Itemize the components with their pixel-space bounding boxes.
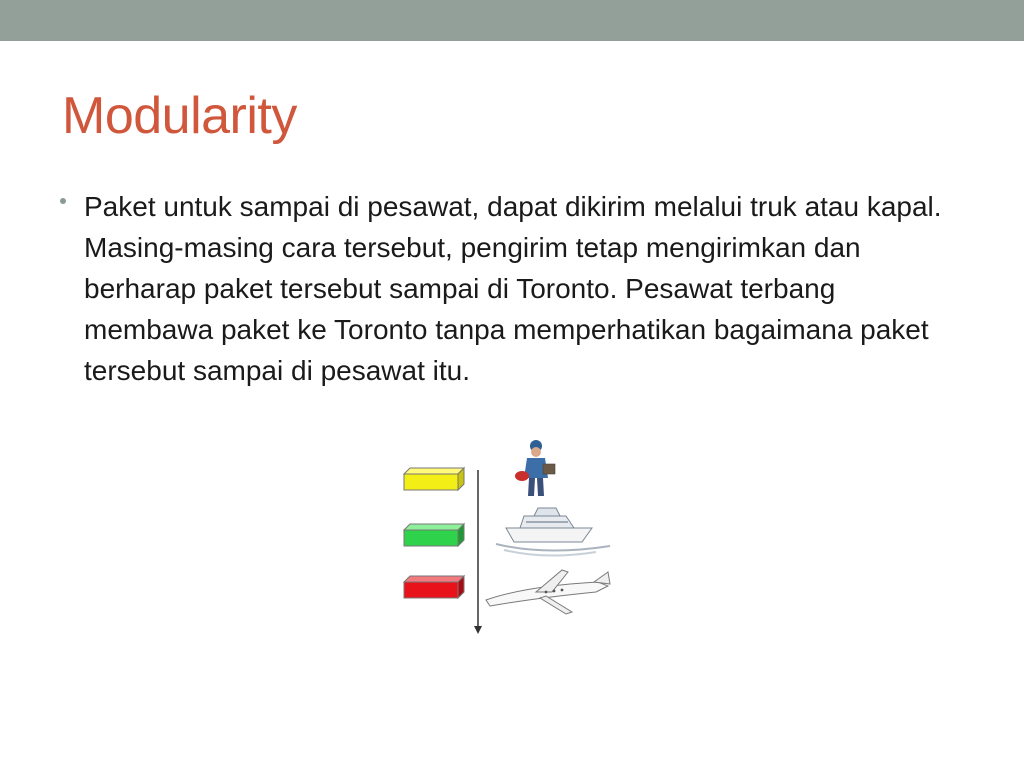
layer-diagram [396,434,616,644]
person-carrying-package-icon [515,440,555,496]
airplane-icon [486,570,610,614]
bullet-item [60,186,960,391]
ship-icon [496,508,610,556]
bullet-text: Paket untuk sampai di pesawat, dapat dikirim melalui truk atau kapal. Masing-masing cara tersebut, pengirim tetap mengirimkan dan berharap paket tersebut sampai di Toronto. Pesawat terbang membawa paket ke Toronto tanpa memperhatikan bagaimana paket tersebut sampai di pesawat itu. [84,191,942,386]
down-arrow-icon [474,470,482,634]
green-layer-block [404,524,464,546]
bullet-dot-icon [60,198,66,204]
slide-content [60,186,960,391]
red-layer-block [404,576,464,598]
slide-title: Modularity [62,87,297,145]
layer-diagram-svg [396,434,616,644]
yellow-layer-block [404,468,464,490]
top-band [0,0,1024,41]
